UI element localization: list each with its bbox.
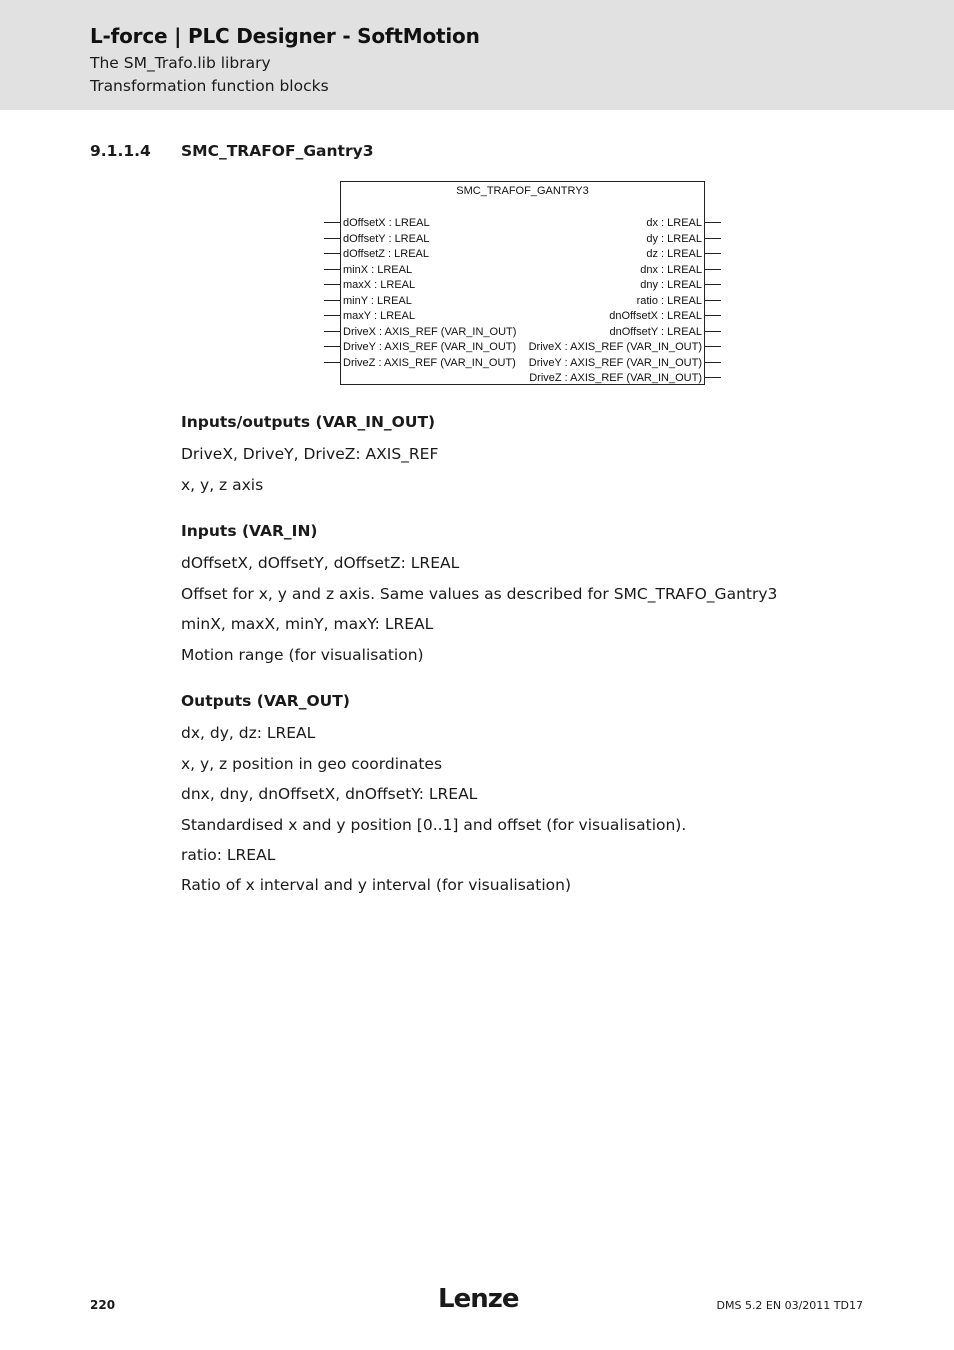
right-pin-line: [705, 346, 721, 347]
right-pin-line: [705, 222, 721, 223]
right-pin-line: [705, 253, 721, 254]
left-pin-label: DriveZ : AXIS_REF (VAR_IN_OUT): [343, 356, 516, 369]
function-block-diagram: [340, 181, 705, 385]
var-in-range-names: minX, maxX, minY, maxY: LREAL: [181, 615, 434, 633]
left-pin-label: minX : LREAL: [343, 263, 413, 276]
heading-var-in: Inputs (VAR_IN): [181, 522, 318, 540]
right-pin-label: ratio : LREAL: [636, 294, 702, 307]
heading-var-in-out: Inputs/outputs (VAR_IN_OUT): [181, 413, 436, 431]
left-pin-label: DriveX : AXIS_REF (VAR_IN_OUT): [343, 325, 517, 338]
right-pin-line: [705, 269, 721, 270]
left-pin-label: maxX : LREAL: [343, 279, 416, 291]
right-pin-line: [705, 377, 721, 378]
heading-var-out: Outputs (VAR_OUT): [181, 692, 350, 710]
header-subtitle-library: The SM_Trafo.lib library: [90, 54, 271, 72]
left-pin-line: [324, 300, 340, 301]
var-out-ratio-description: Ratio of x interval and y interval (for visualisation): [181, 876, 572, 894]
right-pin-line: [705, 315, 721, 316]
left-pin-label: dOffsetY : LREAL: [343, 232, 430, 245]
left-pin-line: [324, 346, 340, 347]
right-pin-label: dz : LREAL: [646, 248, 702, 260]
section-title: SMC_TRAFOF_Gantry3: [181, 142, 374, 160]
header-title: L-force | PLC Designer - SoftMotion: [90, 24, 480, 48]
left-pin-line: [324, 362, 340, 363]
left-pin-label: DriveY : AXIS_REF (VAR_IN_OUT): [343, 341, 517, 353]
page-number: 220: [90, 1298, 116, 1312]
var-in-out-description: x, y, z axis: [181, 476, 264, 494]
left-pin-label: minY : LREAL: [343, 294, 412, 307]
header-subtitle-category: Transformation function blocks: [90, 77, 329, 95]
left-pin-label: dOffsetZ : LREAL: [343, 248, 430, 260]
right-pin-line: [705, 300, 721, 301]
right-pin-line: [705, 331, 721, 332]
right-pin-label: DriveX : AXIS_REF (VAR_IN_OUT): [528, 341, 702, 353]
left-pin-line: [324, 315, 340, 316]
var-in-out-names: DriveX, DriveY, DriveZ: AXIS_REF: [181, 445, 439, 463]
right-pin-label: dy : LREAL: [646, 232, 702, 245]
var-in-offset-names: dOffsetX, dOffsetY, dOffsetZ: LREAL: [181, 554, 460, 572]
left-pin-line: [324, 331, 340, 332]
section-number: 9.1.1.4: [90, 142, 151, 160]
right-pin-label: dny : LREAL: [640, 279, 702, 291]
left-pin-line: [324, 253, 340, 254]
right-pin-label: dnOffsetY : LREAL: [609, 325, 702, 338]
lenze-logo: Lenze: [438, 1284, 519, 1314]
document-reference: DMS 5.2 EN 03/2011 TD17: [716, 1299, 863, 1312]
left-pin-line: [324, 269, 340, 270]
left-pin-line: [324, 222, 340, 223]
right-pin-line: [705, 284, 721, 285]
var-in-offset-description: Offset for x, y and z axis. Same values as described for SMC_TRAFO_Gantry3: [181, 585, 778, 603]
left-pin-line: [324, 238, 340, 239]
right-pin-line: [705, 238, 721, 239]
right-pin-label: DriveZ : AXIS_REF (VAR_IN_OUT): [529, 372, 702, 384]
var-out-position-names: dx, dy, dz: LREAL: [181, 724, 316, 742]
page-header: [0, 0, 954, 110]
function-block-name: SMC_TRAFOF_GANTRY3: [456, 185, 589, 197]
right-pin-label: DriveY : AXIS_REF (VAR_IN_OUT): [528, 356, 702, 369]
right-pin-label: dx : LREAL: [646, 217, 702, 229]
right-pin-line: [705, 362, 721, 363]
left-pin-label: dOffsetX : LREAL: [343, 217, 430, 229]
var-out-position-description: x, y, z position in geo coordinates: [181, 755, 443, 773]
var-in-range-description: Motion range (for visualisation): [181, 646, 424, 664]
right-pin-label: dnx : LREAL: [640, 263, 702, 276]
var-out-ratio-name: ratio: LREAL: [181, 846, 276, 864]
left-pin-label: maxY : LREAL: [343, 310, 415, 322]
var-out-standardised-names: dnx, dny, dnOffsetX, dnOffsetY: LREAL: [181, 785, 478, 803]
var-out-standardised-description: Standardised x and y position [0..1] and offset (for visualisation).: [181, 816, 687, 834]
right-pin-label: dnOffsetX : LREAL: [609, 310, 702, 322]
left-pin-line: [324, 284, 340, 285]
